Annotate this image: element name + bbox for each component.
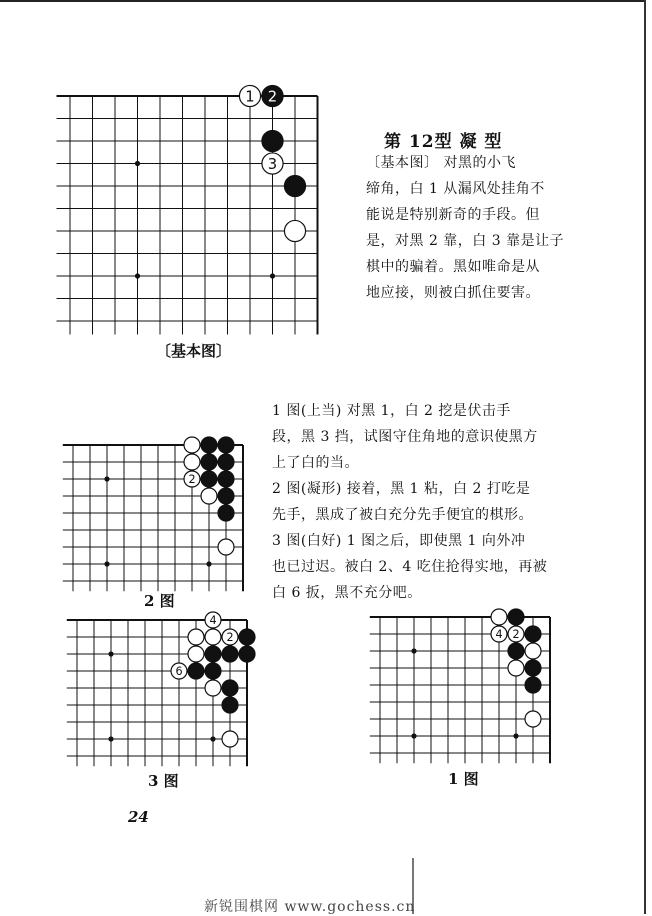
black-stone xyxy=(262,130,283,151)
black-stone xyxy=(218,437,234,453)
explanation-line: 3 图(白好) 1 图之后，即使黑 1 向外冲 xyxy=(272,533,526,549)
star-point xyxy=(135,161,140,166)
black-stone xyxy=(525,660,541,676)
black-stone xyxy=(508,643,524,659)
explanation-line: 白 6 扳，黑不充分吧。 xyxy=(272,585,422,601)
white-stone xyxy=(184,437,200,453)
white-stone xyxy=(525,643,541,659)
explanation-line: 先手，黑成了被白充分先手便宜的棋形。 xyxy=(272,507,533,523)
stone-move-number: 3 xyxy=(267,155,278,173)
star-point xyxy=(108,736,113,741)
explanation-line: 2 图(凝形) 接着，黑 1 粘，白 2 打吃是 xyxy=(272,481,531,497)
black-stone xyxy=(239,629,255,645)
intro-line: 是，对黑 2 靠，白 3 靠是让子 xyxy=(366,233,565,249)
stone-move-number: 6 xyxy=(175,664,183,678)
white-stone xyxy=(188,646,204,662)
stone-move-number: 2 xyxy=(512,627,520,641)
black-stone xyxy=(218,488,234,504)
star-point xyxy=(104,561,109,566)
board-fig3 xyxy=(77,613,249,762)
black-stone xyxy=(201,454,217,470)
stone-move-number: 2 xyxy=(188,472,196,486)
caption-fig3: 3 图 xyxy=(148,772,179,790)
black-stone xyxy=(218,505,234,521)
section-heading: 第 12型 凝 型 xyxy=(384,132,503,152)
star-point xyxy=(411,733,416,738)
white-stone xyxy=(508,660,524,676)
white-stone xyxy=(201,488,217,504)
star-point xyxy=(104,476,109,481)
star-point xyxy=(270,273,275,278)
black-stone xyxy=(222,680,238,696)
white-stone xyxy=(188,629,204,645)
caption-basic: 〔基本图〕 xyxy=(156,342,232,360)
board-basic xyxy=(70,88,334,332)
white-stone xyxy=(218,539,234,555)
black-stone xyxy=(222,697,238,713)
black-stone xyxy=(222,646,238,662)
white-stone xyxy=(525,711,541,727)
star-point xyxy=(210,736,215,741)
black-stone xyxy=(201,437,217,453)
black-stone xyxy=(188,663,204,679)
white-stone xyxy=(205,680,221,696)
black-stone xyxy=(284,175,305,196)
intro-line: 棋中的骗着。黑如唯命是从 xyxy=(366,259,540,275)
white-stone xyxy=(222,731,238,747)
explanation-line: 也已过迟。被白 2、4 吃住抢得实地，再被 xyxy=(272,559,548,575)
stone-move-number: 2 xyxy=(267,88,278,106)
star-point xyxy=(513,733,518,738)
caption-fig2: 2 图 xyxy=(144,592,175,610)
stone-move-number: 1 xyxy=(245,88,255,106)
star-point xyxy=(206,561,211,566)
black-stone xyxy=(525,677,541,693)
black-stone xyxy=(205,646,221,662)
board-fig1 xyxy=(380,617,552,759)
intro-line: 地应接，则被白抓住要害。 xyxy=(366,285,540,301)
explanation-line: 段，黑 3 挡，试图守住角地的意识使黑方 xyxy=(272,429,538,445)
black-stone xyxy=(239,646,255,662)
intro-line: 缔角，白 1 从漏风处挂角不 xyxy=(366,181,545,197)
white-stone xyxy=(205,629,221,645)
explanation-line: 上了白的当。 xyxy=(272,455,359,471)
black-stone xyxy=(218,471,234,487)
explanation-line: 1 图(上当) 对黑 1，白 2 挖是伏击手 xyxy=(272,403,511,419)
star-point xyxy=(135,273,140,278)
black-stone xyxy=(525,626,541,642)
star-point xyxy=(108,651,113,656)
black-stone xyxy=(201,471,217,487)
black-stone xyxy=(218,454,234,470)
intro-line: 能说是特别新奇的手段。但 xyxy=(366,207,540,223)
black-stone xyxy=(508,609,524,625)
board-fig2 xyxy=(73,445,245,587)
page-border-top xyxy=(0,0,646,6)
page-number: 24 xyxy=(128,808,149,826)
black-stone xyxy=(205,663,221,679)
stone-move-number: 4 xyxy=(209,613,217,627)
explanation-text xyxy=(272,398,612,606)
star-point xyxy=(411,648,416,653)
white-stone xyxy=(184,454,200,470)
intro-text xyxy=(366,150,596,306)
white-stone xyxy=(284,220,305,241)
stone-move-number: 2 xyxy=(226,630,234,644)
caption-fig1: 1 图 xyxy=(448,770,479,788)
footer-watermark: 新锐围棋网 www.gochess.cn xyxy=(204,899,416,915)
stone-move-number: 4 xyxy=(495,627,503,641)
page-border-right xyxy=(644,0,646,914)
intro-line: 〔基本图〕 对黑的小飞 xyxy=(366,155,516,171)
white-stone xyxy=(491,609,507,625)
